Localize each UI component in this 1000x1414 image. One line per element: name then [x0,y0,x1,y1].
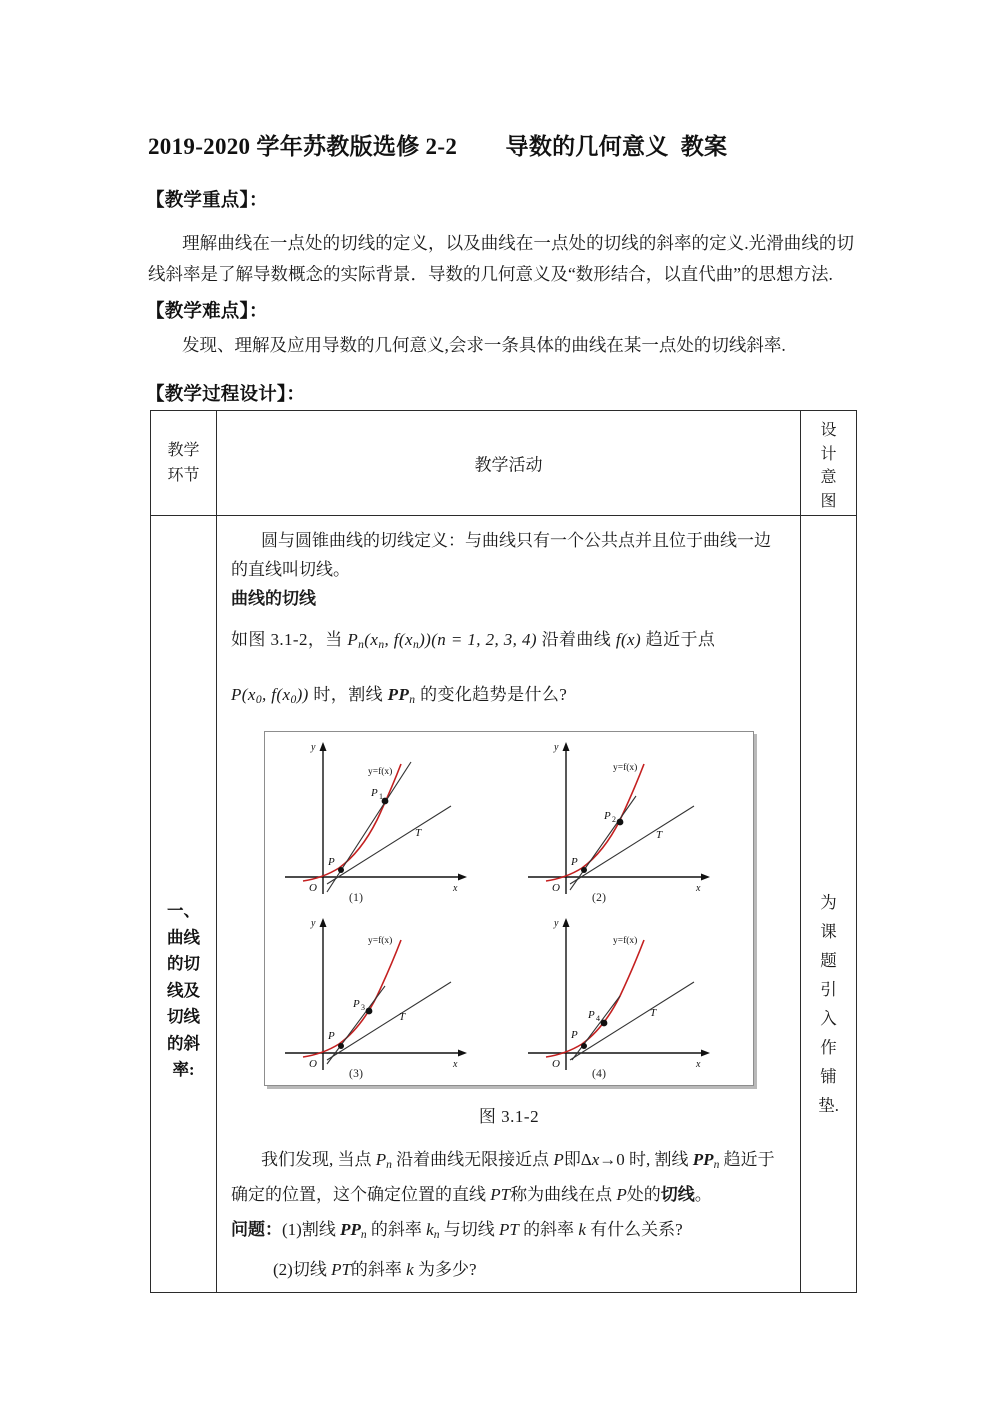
svg-text:P: P [588,1009,595,1022]
figure-caption: 图 3.1-2 [478,1107,540,1127]
header-intent-label: 设 计 意 图 [820,422,837,510]
intent-label-vertical: 为 课 题 引 入 作 铺 垫. [818,893,839,1115]
header-stage-label: 教学 环节 [167,442,200,484]
svg-text:x: x [696,883,701,895]
figure-panel-4-svg [508,910,753,1087]
svg-text:2: 2 [612,815,616,825]
figure-panel-1 [265,734,510,911]
svg-text:x: x [453,1059,458,1071]
svg-text:y: y [554,918,559,930]
svg-text:O: O [309,882,317,895]
svg-text:T: T [415,827,422,840]
stage-label-vertical: 一、 曲线 的切 线及 切线 的斜 率: [167,901,200,1079]
question-1: 问题：(1)割线 $PP_n$ 的斜率 $k_n$ 与切线 PT 的斜率 k 有什么关系? [231,1219,683,1241]
table-header-row [151,411,857,516]
figure-panel-2 [508,734,753,911]
teaching-process-heading: 【教学过程设计】： [146,385,306,405]
svg-text:y=f(x): y=f(x) [368,936,393,947]
math-statement-line-2: $P(x_0$, $f(x_0)$) 时，割线 $PP_n$ 的变化趋势是什么? [231,685,568,707]
body-cell-intent [801,516,857,1293]
svg-text:x: x [453,883,458,895]
figure-panel-3-number: (3) [349,1068,364,1081]
teaching-difficulty-body [148,330,854,361]
figure-panel-4 [508,910,753,1087]
tangent-term: 切线 [660,1184,695,1204]
svg-text:4: 4 [596,1014,600,1024]
svg-text:O: O [552,882,560,895]
svg-text:O: O [552,1058,560,1071]
teaching-focus-heading: 【教学重点】： [146,191,268,211]
definition-paragraph: 圆与圆锥曲线的切线定义：与曲线只有一个公共点并且位于曲线一边的直线叫切线。 [231,531,771,579]
figure-panel-3 [265,910,510,1087]
teaching-focus-body [148,228,854,290]
teaching-focus-text: 理解曲线在一点处的切线的定义，以及曲线在一点处的切线的斜率的定义.光滑曲线的切线斜率是了解导数概念的实际背景．导数的几何意义及“数形结合，以直代曲”的思想方法. [148,233,854,284]
body-cell-stage [151,516,217,1293]
body-cell-activity [217,516,801,1293]
svg-text:T: T [650,1007,657,1020]
svg-text:P: P [604,810,611,823]
figure-frame [264,731,754,1086]
conclusion-paragraph: 我们发现, 当点 $P_n$ 沿着曲线无限接近点 P即Δx→0 时, 割线 $PP_n$ 趋近于确定的位置，这个确定位置的直线 PT称为曲线在点 P处的切线。 [231,1150,775,1204]
question-2: (2)切线 PT的斜率 k 为多少? [273,1259,477,1279]
svg-text:1: 1 [379,792,383,802]
page-title: 2019-2020 学年苏教版选修 2-2 导数的几何意义 教案 [148,134,728,159]
svg-text:y: y [554,742,559,754]
svg-text:P: P [571,1029,578,1042]
figure-block [231,731,787,1127]
svg-text:P: P [371,787,378,800]
svg-text:y=f(x): y=f(x) [368,767,393,778]
svg-text:3: 3 [361,1003,365,1013]
math-statement-line-1: 如图 3.1-2，当 $P_n(x_n$, $f(x_n))(n = 1$, 2, 3, 4) 沿着曲线 f(x) 趋近于点 [231,630,716,652]
svg-text:T: T [656,829,663,842]
svg-text:O: O [309,1058,317,1071]
svg-text:T: T [399,1011,406,1024]
figure-panel-1-svg [265,734,510,911]
header-cell-intent [801,411,857,516]
svg-text:P: P [571,856,578,869]
subheading-tangent-of-curve: 曲线的切线 [231,589,316,608]
svg-text:P: P [328,856,335,869]
table-body-row [151,516,857,1293]
figure-panel-grid [265,732,753,1085]
figure-panel-1-number: (1) [349,892,364,905]
svg-text:y=f(x): y=f(x) [613,936,638,947]
svg-text:y=f(x): y=f(x) [613,763,638,774]
figure-panel-3-svg [265,910,510,1087]
figure-panel-2-number: (2) [592,892,607,905]
lesson-plan-table [150,410,857,1293]
svg-text:y: y [311,742,316,754]
header-cell-activity [217,411,801,516]
header-cell-stage [151,411,217,516]
header-activity-label: 教学活动 [474,455,543,475]
svg-text:x: x [696,1059,701,1071]
teaching-difficulty-text: 发现、理解及应用导数的几何意义,会求一条具体的曲线在某一点处的切线斜率. [182,335,786,355]
question-label: 问题： [231,1219,282,1239]
svg-text:y: y [311,918,316,930]
figure-panel-4-number: (4) [592,1068,607,1081]
figure-panel-2-svg [508,734,753,911]
svg-text:P: P [353,998,360,1011]
teaching-difficulty-heading: 【教学难点】： [146,302,268,322]
svg-text:P: P [328,1030,335,1043]
